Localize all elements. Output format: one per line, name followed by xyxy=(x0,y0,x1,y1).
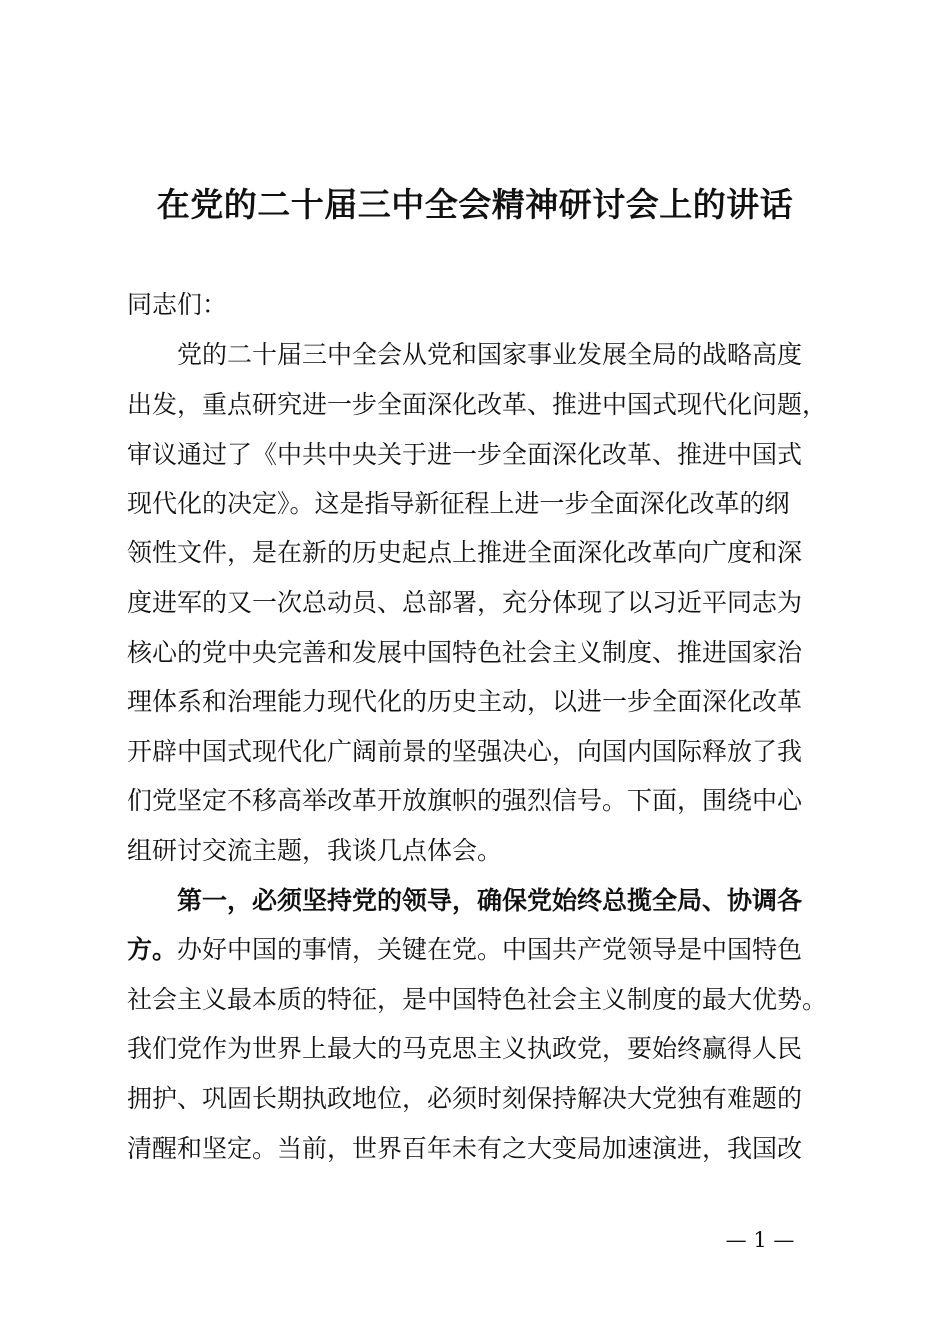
paragraph-line: 出发，重点研究进一步全面深化改革、推进中国式现代化问题， xyxy=(127,390,828,419)
paragraph-line: 理体系和治理能力现代化的历史主动，以进一步全面深化改革 xyxy=(127,687,803,716)
paragraph-line: 组研讨交流主题，我谈几点体会。 xyxy=(127,836,503,865)
paragraph-line: 党的二十届三中全会从党和国家事业发展全局的战略高度 xyxy=(177,340,803,369)
paragraph-line: 我们党作为世界上最大的马克思主义执政党，要始终赢得人民 xyxy=(127,1034,803,1063)
paragraph-line: 拥护、巩固长期执政地位，必须时刻保持解决大党独有难题的 xyxy=(127,1084,803,1113)
paragraph-line xyxy=(127,925,802,975)
paragraph-line: 审议通过了《中共中央关于进一步全面深化改革、推进中国式 xyxy=(127,440,803,469)
paragraph-text: 办好中国的事情，关键在党。中国共产党领导是中国特色 xyxy=(177,935,803,964)
paragraph-line: 清醒和坚定。当前，世界百年未有之大变局加速演进，我国改 xyxy=(127,1134,803,1163)
paragraph-line: 度进军的又一次总动员、总部署，充分体现了以习近平同志为 xyxy=(127,588,803,617)
paragraph-line: 现代化的决定》。这是指导新征程上进一步全面深化改革的纲 xyxy=(127,489,790,518)
paragraph-line: 领性文件，是在新的历史起点上推进全面深化改革向广度和深 xyxy=(127,538,803,567)
section-heading: 第一，必须坚持党的领导，确保党始终总揽全局、协调各 xyxy=(177,886,803,915)
paragraph-line: 核心的党中央完善和发展中国特色社会主义制度、推进国家治 xyxy=(127,638,803,667)
document-title: 在党的二十届三中全会精神研讨会上的讲话 xyxy=(156,185,794,224)
salutation: 同志们： xyxy=(127,290,228,319)
page-number: — 1 — xyxy=(725,1228,795,1252)
paragraph-line: 们党坚定不移高举改革开放旗帜的强烈信号。下面，围绕中心 xyxy=(127,786,803,815)
section-heading-end: 方。 xyxy=(127,935,178,964)
paragraph-line: 开辟中国式现代化广阔前景的坚强决心，向国内国际释放了我 xyxy=(127,737,803,766)
paragraph-line: 社会主义最本质的特征，是中国特色社会主义制度的最大优势。 xyxy=(127,985,828,1014)
